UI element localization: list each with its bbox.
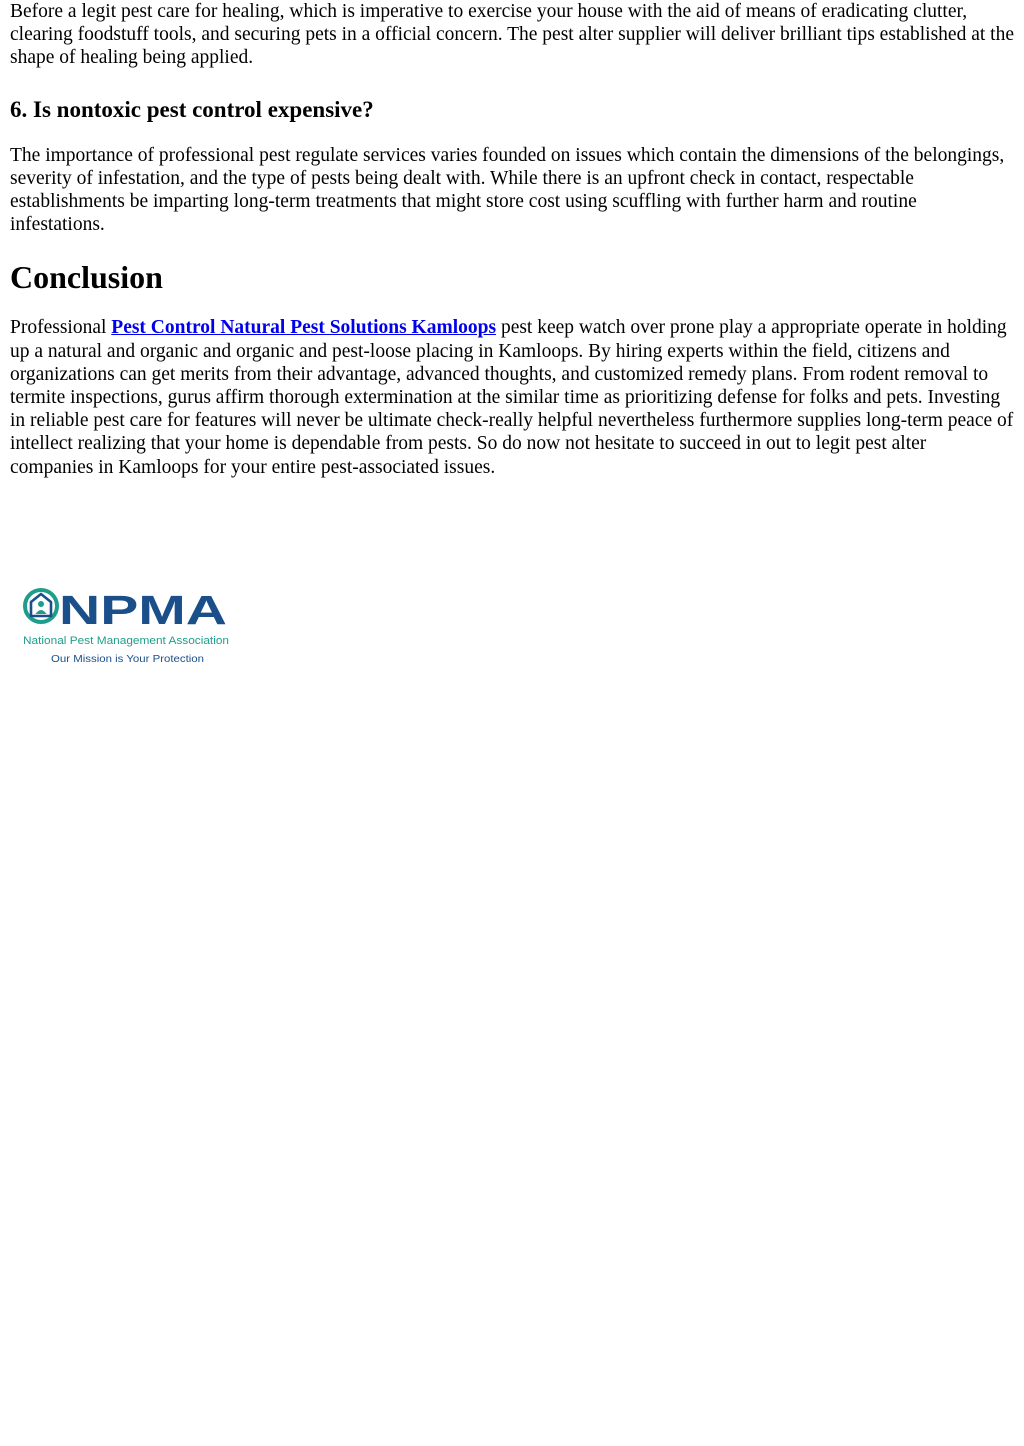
- conclusion-prefix: Professional: [10, 317, 112, 339]
- house-person-icon: [25, 590, 57, 622]
- logo-org-name: National Pest Management Association: [23, 635, 230, 647]
- conclusion-suffix: pest keep watch over prone play a appropriate operate in holding up a natural and organic and organic and pest-loose placing in Kamloops. By hiring experts within the field, citizens and organizations can get merits from their advantage, advanced thoughts, and customized remedy plans. From rodent removal to termite inspections, gurus affirm thorough extermination at the similar time as prioritizing defense for folks and pets. Investing in reliable pest care for features will never be ultimate check-really helpful nevertheless furthermore supplies long-term peace of intellect realizing that your home is dependable from pests. So do now not hesitate to succeed in out to legit pest alter companies in Kamloops for your entire pest-associated issues.: [10, 317, 1014, 478]
- faq-heading-6: 6. Is nontoxic pest control expensive?: [10, 96, 374, 122]
- intro-paragraph: Before a legit pest care for healing, which is imperative to exercise your house with the aid of means of eradicating clutter, clearing foodstuff tools, and securing pets in a official concern. The pest alter supplier will deliver brilliant tips established at the shape of healing being applied.: [10, 1, 1014, 69]
- pest-control-link[interactable]: Pest Control Natural Pest Solutions Kamloops: [111, 317, 497, 339]
- npma-logo: [20, 582, 236, 672]
- logo-wordmark: NPMA: [59, 587, 227, 633]
- conclusion-heading: Conclusion: [10, 259, 163, 296]
- logo-tagline: Our Mission is Your Protection: [51, 654, 204, 665]
- faq-answer-paragraph: The importance of professional pest regulate services varies founded on issues which contain the dimensions of the belongings, severity of infestation, and the type of pests being dealt with. While there is an upfront check in contact, respectable establishments be imparting long-term treatments that might store cost using scuffling with further harm and routine infestations.: [10, 144, 1005, 236]
- conclusion-paragraph: [10, 316, 1014, 478]
